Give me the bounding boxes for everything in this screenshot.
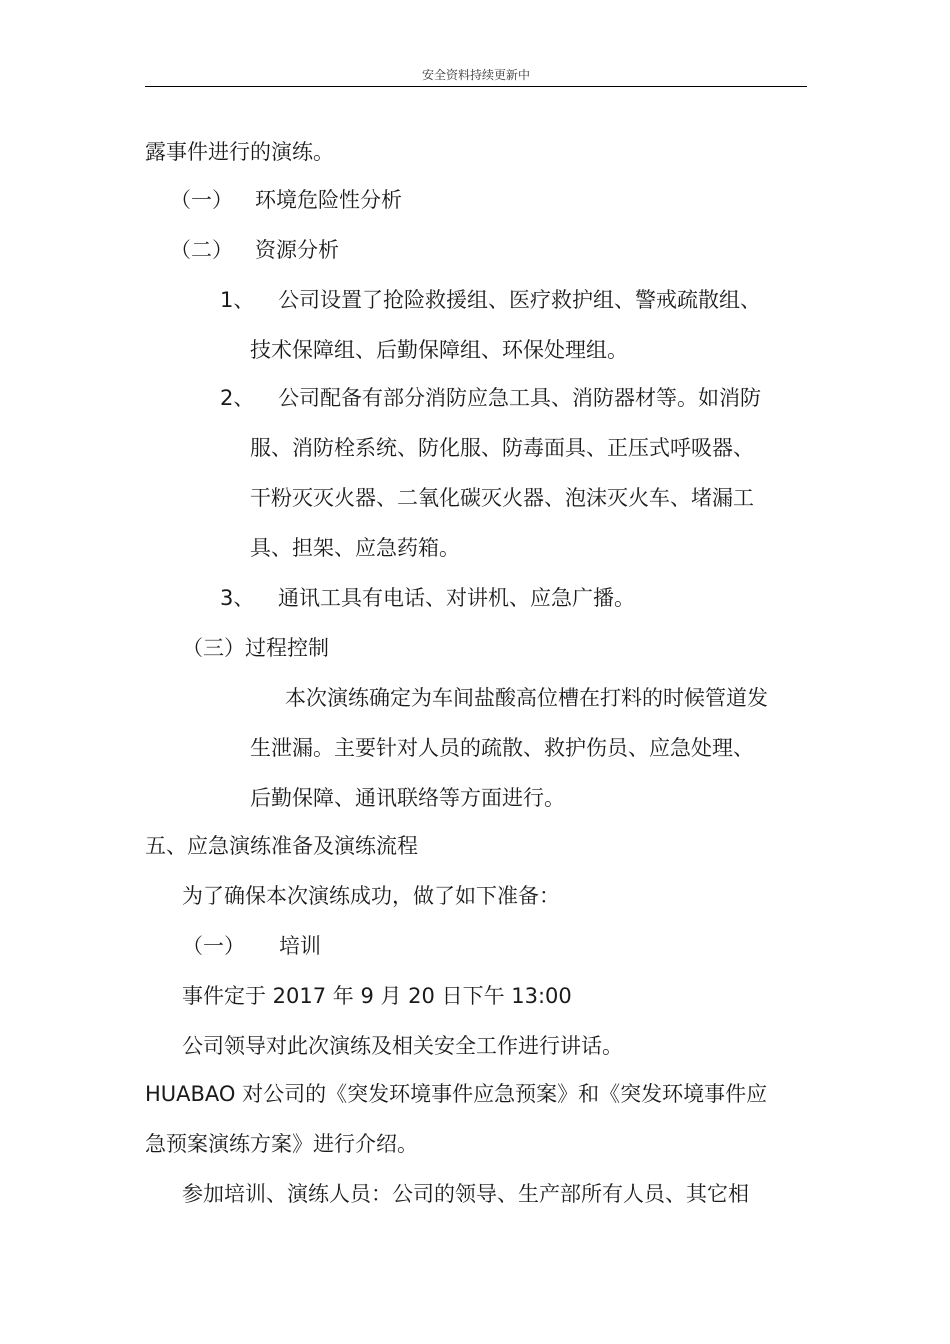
list-item-3 [220,584,635,612]
list-item-2 [220,384,761,412]
list-item-3-number: 3、 [220,586,255,610]
section-3-heading: （三）过程控制 [182,636,329,660]
list-item-3-text: 通讯工具有电话、对讲机、应急广播。 [278,586,635,610]
header-divider [145,86,807,87]
list-item-1-text: 公司设置了抢险救援组、医疗救护组、警戒疏散组、 [278,288,761,312]
event-time: 事件定于 2017 年 9 月 20 日下午 13:00 [182,984,572,1008]
list-item-1-number: 1、 [220,288,255,312]
participants: 参加培训、演练人员：公司的领导、生产部所有人员、其它相 [182,1182,749,1206]
section-3-paragraph-continuation: 生泄漏。主要针对人员的疏散、救护伤员、应急处理、 [250,736,754,760]
page-header: 安全资料持续更新中 [421,68,530,82]
training-title: 培训 [279,934,321,958]
list-item-2-continuation: 干粉灭灭火器、二氧化碳灭火器、泡沫灭火车、堵漏工 [250,486,754,510]
section-3-paragraph-continuation: 后勤保障、通讯联络等方面进行。 [250,786,565,810]
list-item-2-continuation: 服、消防栓系统、防化服、防毒面具、正压式呼吸器、 [250,436,754,460]
section-3-paragraph: 本次演练确定为车间盐酸高位槽在打料的时候管道发 [285,686,768,710]
section-1-label: （一） [170,188,233,212]
list-item-1-continuation: 技术保障组、后勤保障组、环保处理组。 [250,338,628,362]
list-item-1 [220,286,761,314]
plan-introduction-continuation: 急预案演练方案》进行介绍。 [145,1132,418,1156]
body-line-continuation: 露事件进行的演练。 [145,140,334,164]
section-1-title: 环境危险性分析 [255,188,402,212]
training-heading [182,932,321,960]
list-item-2-text: 公司配备有部分消防应急工具、消防器材等。如消防 [278,386,761,410]
list-item-2-continuation: 具、担架、应急药箱。 [250,536,460,560]
leader-speech: 公司领导对此次演练及相关安全工作进行讲话。 [182,1034,623,1058]
list-item-2-number: 2、 [220,386,255,410]
section-2-heading [170,236,339,264]
section-2-label: （二） [170,238,233,262]
part-5-intro: 为了确保本次演练成功，做了如下准备： [182,884,560,908]
section-1-heading [170,186,402,214]
plan-introduction: HUABAO 对公司的《突发环境事件应急预案》和《突发环境事件应 [145,1082,768,1106]
training-label: （一） [182,934,245,958]
part-5-heading: 五、应急演练准备及演练流程 [145,834,418,858]
section-2-title: 资源分析 [255,238,339,262]
